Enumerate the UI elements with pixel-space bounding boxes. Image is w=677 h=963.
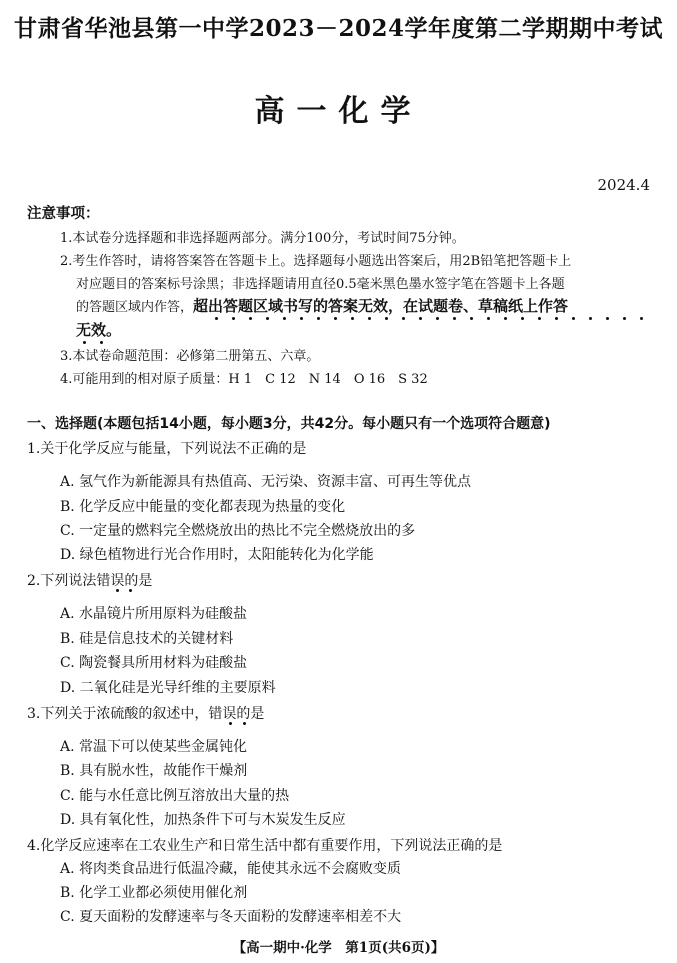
note-item-2-emphasis-b: 无效。 (76, 321, 122, 339)
question-2-option-c: C. 陶瓷餐具所用材料为硅酸盐 (60, 655, 248, 671)
emphasis-dot (129, 589, 132, 592)
question-1-option-d: D. 绿色植物进行光合作用时，太阳能转化为化学能 (60, 547, 374, 563)
question-2-option-a: A. 水晶镜片所用原料为硅酸盐 (60, 606, 248, 622)
question-3-option-a: A. 常温下可以使某些金属钝化 (60, 739, 248, 755)
question-4-option-c: C. 夏天面粉的发酵速率与冬天面粉的发酵速率相差不大 (60, 909, 402, 925)
note-item-3: 3.本试卷命题范围：必修第二册第五、六章。 (60, 349, 320, 364)
subject-title: 高一化学 (254, 94, 423, 129)
question-1-option-c: C. 一定量的燃料完全燃烧放出的热比不完全燃烧放出的多 (60, 523, 416, 539)
exam-title: 甘肃省华池县第一中学2023－2024学年度第二学期期中考试 (13, 15, 664, 42)
note-item-2-line-4 (76, 319, 121, 340)
emphasis-dot (229, 722, 232, 725)
note-item-2-line-3 (76, 295, 568, 316)
question-3-option-d: D. 具有氧化性，加热条件下可与木炭发生反应 (60, 812, 346, 828)
note-item-2-line-1: 2.考生作答时，请将答案答在答题卡上。选择题每小题选出答案后，用2B铅笔把答题卡上 (60, 254, 572, 269)
question-4-stem: 4.化学反应速率在工农业生产和日常生活中都有重要作用，下列说法正确的是 (27, 838, 503, 854)
question-1-stem: 1.关于化学反应与能量，下列说法不正确的是 (27, 441, 307, 457)
emphasis-dot (243, 722, 246, 725)
question-3-option-c: C. 能与水任意比例互溶放出大量的热 (60, 788, 290, 804)
section-heading: 一、选择题(本题包括14小题，每小题3分，共42分。每小题只有一个选项符合题意) (27, 416, 551, 432)
question-1-option-b: B. 化学反应中能量的变化都表现为热量的变化 (60, 499, 346, 515)
exam-date: 2024.4 (597, 176, 650, 194)
note-item-2-line-2: 对应题目的答案标号涂黑；非选择题请用直径0.5毫米黑色墨水签字笔在答题卡上各题 (76, 277, 565, 292)
note-item-1: 1.本试卷分选择题和非选择题两部分。满分100分，考试时间75分钟。 (60, 231, 465, 246)
question-2-stem: 2.下列说法错误的是 (27, 573, 153, 589)
emphasis-dot (116, 589, 119, 592)
question-3-stem: 3.下列关于浓硫酸的叙述中，错误的是 (27, 706, 265, 722)
note-item-2-emphasis-a: 超出答题区域书写的答案无效，在试题卷、草稿纸上作答 (193, 297, 569, 315)
question-2-option-b: B. 硅是信息技术的关键材料 (60, 631, 234, 647)
question-4-option-b: B. 化学工业都必须使用催化剂 (60, 885, 248, 901)
question-2-option-d: D. 二氧化硅是光导纤维的主要原料 (60, 680, 276, 696)
question-3-option-b: B. 具有脱水性，故能作干燥剂 (60, 763, 248, 779)
page-footer: 【高一期中·化学 第1页(共6页)】 (232, 940, 445, 956)
notes-heading: 注意事项： (27, 206, 100, 222)
question-1-option-a: A. 氢气作为新能源具有热值高、无污染、资源丰富、可再生等优点 (60, 474, 472, 490)
note-item-4: 4.可能用到的相对原子质量：H 1 C 12 N 14 O 16 S 32 (60, 372, 428, 387)
note-item-2-plain: 的答题区域内作答， (76, 300, 194, 315)
question-4-option-a: A. 将肉类食品进行低温冷藏，能使其永远不会腐败变质 (60, 861, 402, 877)
